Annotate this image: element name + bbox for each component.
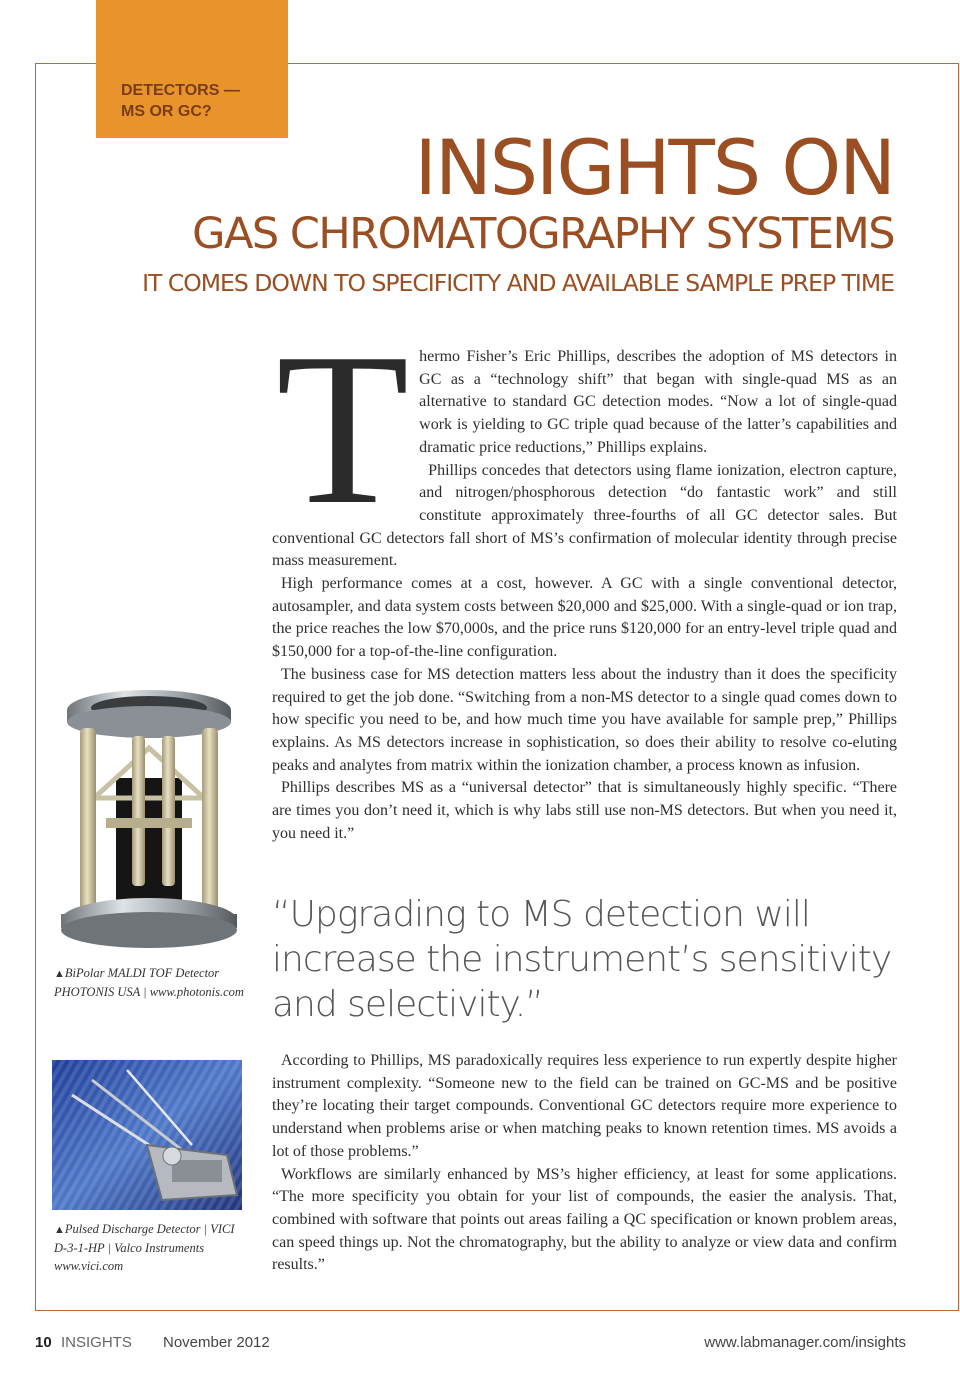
caption-2-title: Pulsed Discharge Detector | VICI (64, 1222, 235, 1236)
headline-main: INSIGHTS ON (414, 123, 894, 212)
article-body-upper (272, 309, 897, 845)
photo-caption-2 (54, 1220, 254, 1275)
caption-1-source: PHOTONIS USA | www.photonis.com (54, 985, 244, 999)
caret-up-icon: ▲ (54, 968, 65, 980)
kicker-line-2: MS OR GC? (121, 103, 212, 120)
caret-up-icon: ▲ (54, 1224, 65, 1236)
section-name: INSIGHTS (61, 1334, 132, 1351)
page-footer (35, 1334, 906, 1358)
paragraph-5: Phillips describes MS as a “universal detector” that is simultaneously highly specific. “There are times you don’t need it, which is why labs still use non-MS detectors. But when you need it, you need it.” (272, 779, 897, 842)
section-kicker (96, 0, 288, 138)
caption-2-url: www.vici.com (54, 1259, 124, 1273)
issue-date: November 2012 (163, 1334, 270, 1351)
headline-sub: GAS CHROMATOGRAPHY SYSTEMS (192, 209, 894, 259)
paragraph-1: hermo Fisher’s Eric Phillips, describes the adoption of MS detectors in GC as a “technology shift” that began with single-quad MS as an alternative to standard GC detection modes. “Now a lot of single-quad work is yielding to GC triple quad because of the latter’s capabilities and dramatic price reductions,” Phillips explains. (419, 348, 897, 456)
kicker-line-1: DETECTORS — (121, 82, 240, 99)
paragraph-6: According to Phillips, MS paradoxically requires less experience to run expertly despite higher instrument complexity. “Someone new to the field can be trained on GC-MS and be positive they’re locating their target compounds. Conventional GC detectors require more experience to understand when problems arise or when matching peaks to known retention times. MS avoids a lot of those problems.” (272, 1052, 897, 1160)
page-number: 10 (35, 1334, 52, 1351)
paragraph-4: The business case for MS detection matters less about the industry than it does the specificity required to get the job done. “Switching from a non-MS detector to a single quad comes down to how specific you need to be, and how much time you have available for sample prep,” Phillips explains. As MS detectors increase in sophistication, so does their ability to resolve co-eluting peaks and analytes from matrix within the ionization chamber, a process known as infusion. (272, 665, 897, 774)
paragraph-7: Workflows are similarly enhanced by MS’s higher efficiency, at least for some applications. “The more specificity you obtain for your list of compounds, the easier the analysis. That, combined with software that points out areas failing a QC specification or known problem areas, can speed things up. Not the chromatography, but the ability to analyze or view data and confirm results.” (272, 1165, 897, 1274)
pulsed-discharge-detector-photo (52, 1060, 242, 1210)
drop-cap: T (276, 309, 410, 550)
caption-2-model: D-3-1-HP | Valco Instruments (54, 1241, 205, 1255)
caption-1-title: BiPolar MALDI TOF Detector (64, 966, 220, 980)
site-url[interactable]: www.labmanager.com/insights (704, 1334, 906, 1351)
photo-caption-1 (54, 964, 254, 1001)
pull-quote: “Upgrading to MS detection will increase the instrument’s sensitivity and selectivity.” (272, 894, 892, 1025)
article-body-lower (272, 1050, 897, 1277)
paragraph-3: High performance comes at a cost, however. A GC with a single conventional detector, autosampler, and data system costs between $20,000 and $25,000. With a single-quad or ion trap, the price reaches the low $70,000s, and the price runs $120,000 for an entry-level triple quad and $150,000 for a top-of-the-line configuration. (272, 575, 897, 661)
headline-deck: IT COMES DOWN TO SPECIFICITY AND AVAILABLE SAMPLE PREP TIME (142, 269, 894, 297)
paragraph-2: Phillips concedes that detectors using flame ionization, electron capture, and nitrogen/phosphorous detection “do fantastic work” and still constitute approximately three-fourths of all GC detector sales. But conventional GC detectors fall short of MS’s confirmation of molecular identity through precise mass measurement. (272, 461, 897, 570)
maldi-detector-photo (54, 688, 244, 953)
